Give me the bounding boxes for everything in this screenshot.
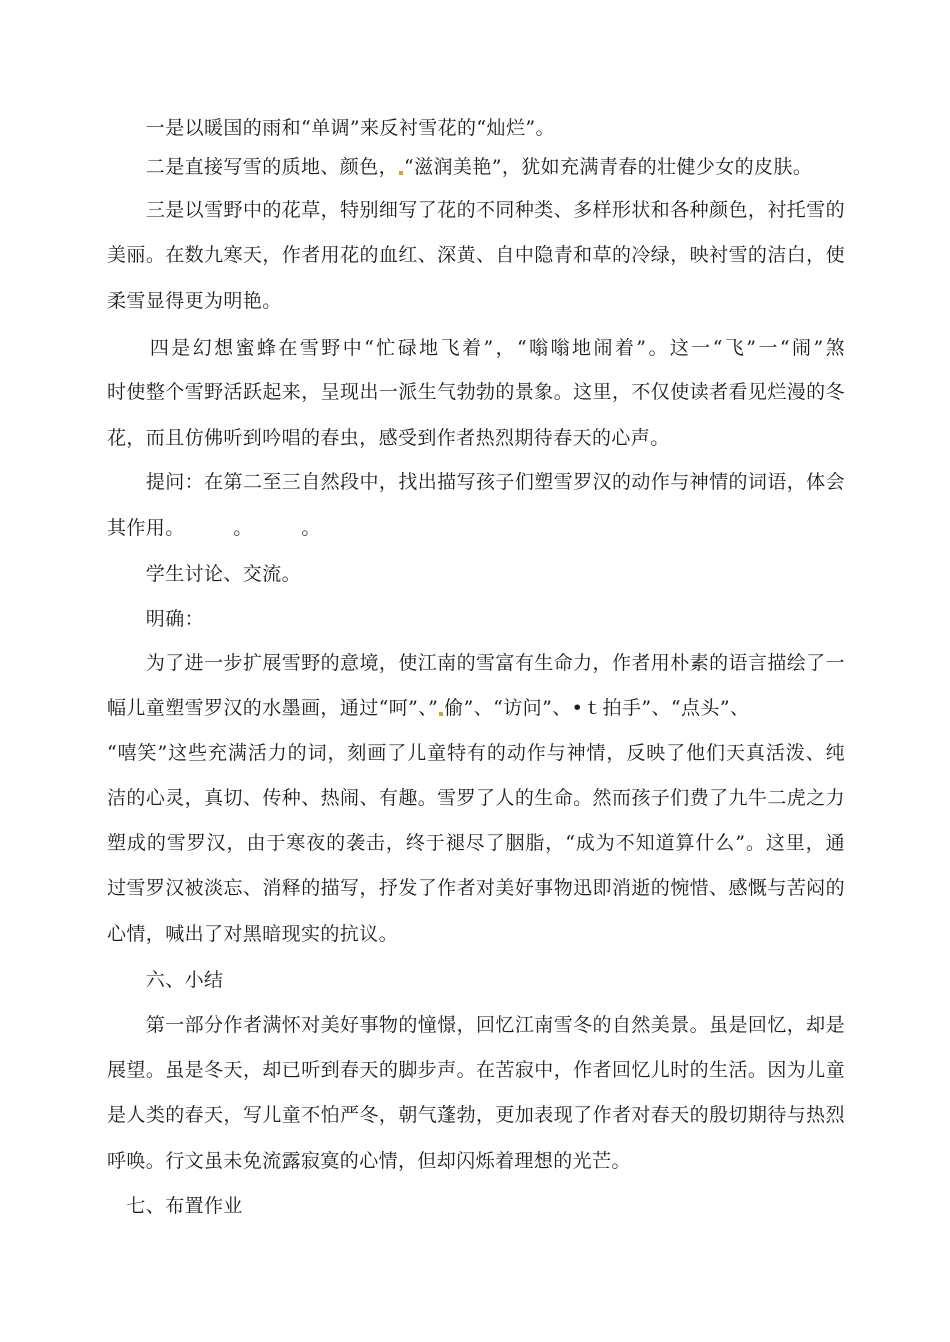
marker-dot: [399, 171, 403, 175]
section-heading: 七、布置作业: [107, 1195, 243, 1217]
paragraph-line: 塑成的雪罗汉，由于寒夜的袭击，终于褪尽了胭脂，“成为不知道算什么”。这里，通: [107, 832, 845, 854]
paragraph-line: 学生讨论、交流。: [107, 563, 302, 585]
paragraph-line: 柔雪显得更为明艳。: [107, 290, 282, 312]
paragraph-line: 是人类的春天，写儿童不怕严冬，朝气蓬勃，更加表现了作者对春天的殷切期待与热烈: [107, 1104, 845, 1126]
paragraph-line: 四是幻想蜜蜂在雪野中“忙碌地飞着”，“嗡嗡地闹着”。这一“飞”一“闹”煞: [107, 337, 845, 359]
marker-dot: [439, 712, 443, 716]
section-heading: 六、小结: [107, 969, 224, 991]
paragraph-line: 展望。虽是冬天，却已听到春天的脚步声。在苦寂中，作者回忆儿时的生活。因为儿童: [107, 1059, 845, 1081]
paragraph-line: 呼唤。行文虽未免流露寂寞的心情，但却闪烁着理想的光芒。: [107, 1150, 631, 1172]
paragraph-line: 提问：在第二至三自然段中，找出描写孩子们塑雪罗汉的动作与神情的词语，体会: [107, 471, 845, 493]
paragraph-line: 三是以雪野中的花草，特别细写了花的不同种类、多样形状和各种颜色，衬托雪的: [107, 199, 845, 221]
paragraph-line: 明确：: [107, 608, 205, 630]
paragraph-line: 其作用。 。 。: [107, 517, 321, 539]
paragraph-line: 时使整个雪野活跃起来，呈现出一派生气勃勃的景象。这里，不仅使读者看见烂漫的冬: [107, 381, 845, 403]
paragraph-line: 洁的心灵，真切、传种、热闹、有趣。雪罗了人的生命。然而孩子们费了九牛二虎之力: [107, 787, 845, 809]
paragraph-line: “嘻笑”这些充满活力的词，刻画了儿童特有的动作与神情，反映了他们天真活泼、纯: [107, 742, 845, 764]
paragraph-line: 心情，喊出了对黑暗现实的抗议。: [107, 923, 399, 945]
paragraph-line: 第一部分作者满怀对美好事物的憧憬，回忆江南雪冬的自然美景。虽是回忆，却是: [107, 1014, 845, 1036]
text-segment: “滋润美艳”，犹如充满青春的壮健少女的皮肤。: [404, 156, 813, 178]
paragraph-line: 为了进一步扩展雪野的意境，使江南的雪富有生命力，作者用朴素的语言描绘了一: [107, 652, 845, 674]
paragraph-line: [107, 155, 845, 179]
paragraph-line: 花，而且仿佛听到吟唱的春虫，感受到作者热烈期待春天的心声。: [107, 427, 670, 449]
paragraph-line: [107, 696, 845, 720]
paragraph-line: 美丽。在数九寒天，作者用花的血红、深黄、自中隐青和草的冷绿，映衬雪的洁白，使: [107, 244, 845, 266]
paragraph-line: 一是以暖国的雨和“单调”来反衬雪花的“灿烂”。: [107, 117, 555, 139]
text-segment: 二是直接写雪的质地、颜色，: [107, 156, 399, 178]
text-segment: 偷”、“访问”、•ｔ拍手”、“点头”、: [444, 697, 750, 719]
paragraph-line: 过雪罗汉被淡忘、消释的描写，抒发了作者对美好事物迅即消逝的惋惜、感慨与苦闷的: [107, 877, 845, 899]
text-segment: 幅儿童塑雪罗汉的水墨画，通过“呵”、”: [107, 697, 439, 719]
